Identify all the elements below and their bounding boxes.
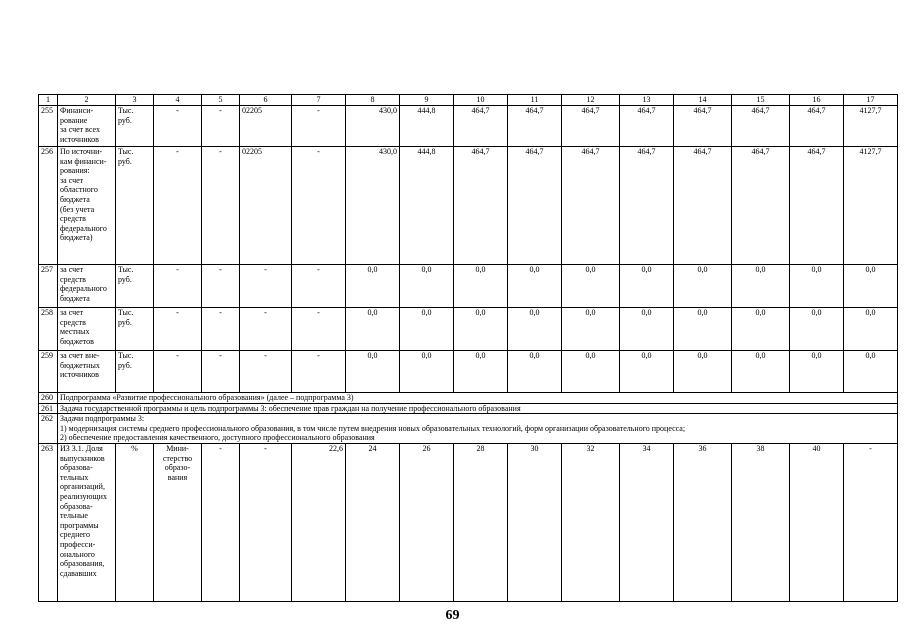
table-cell: 464,7: [508, 106, 562, 147]
header-cell: 9: [400, 95, 454, 106]
table-cell: 0,0: [790, 308, 844, 351]
table-cell: 4127,7: [844, 106, 898, 147]
responsible-body: Мини- стерство образо- вания: [154, 443, 202, 601]
table-cell: -: [202, 308, 240, 351]
row-number: 259: [39, 351, 58, 393]
header-cell: 17: [844, 95, 898, 106]
table-cell: 464,7: [454, 106, 508, 147]
table-cell: 26: [400, 443, 454, 601]
table-cell: -: [154, 147, 202, 265]
table-cell: 464,7: [674, 147, 732, 265]
table-cell: 0,0: [508, 265, 562, 308]
program-table: [38, 94, 898, 602]
table-cell: 0,0: [346, 265, 400, 308]
row-number: 257: [39, 265, 58, 308]
header-cell: 10: [454, 95, 508, 106]
table-cell: 0,0: [346, 308, 400, 351]
table-cell: 0,0: [620, 308, 674, 351]
indicator-name: ИЗ 3.1. Доля выпускников образова- тельных организаций, реализующих образова- тельные программы среднего професси- онального образования, сдававших: [58, 443, 116, 601]
indicator-name: Финанси- рование за счет всех источников: [58, 106, 116, 147]
program-task: Задача государственной программы и цель подпрограммы 3: обеспечение прав граждан на получение профессионального образования: [58, 403, 898, 414]
table-cell: 0,0: [346, 351, 400, 393]
indicator-name: за счет средств федерального бюджета: [58, 265, 116, 308]
table-cell: 0,0: [732, 308, 790, 351]
unit-cell: %: [116, 443, 154, 601]
table-cell: 464,7: [508, 147, 562, 265]
header-cell: 8: [346, 95, 400, 106]
indicator-name: за счет средств местных бюджетов: [58, 308, 116, 351]
table-cell: -: [844, 443, 898, 601]
table-cell: 0,0: [562, 351, 620, 393]
header-cell: 6: [240, 95, 292, 106]
header-cell: 7: [292, 95, 346, 106]
table-cell: -: [202, 265, 240, 308]
table-cell: 40: [790, 443, 844, 601]
table-cell: 464,7: [454, 147, 508, 265]
table-cell: -: [202, 106, 240, 147]
unit-cell: Тыс. руб.: [116, 308, 154, 351]
section-row: [39, 414, 898, 444]
table-cell: -: [292, 147, 346, 265]
table-cell: -: [154, 106, 202, 147]
table-cell: -: [292, 308, 346, 351]
header-cell: 5: [202, 95, 240, 106]
table-cell: 464,7: [790, 106, 844, 147]
table-cell: 22,6: [292, 443, 346, 601]
table-cell: -: [240, 265, 292, 308]
table-row: [39, 443, 898, 601]
table-cell: -: [202, 443, 240, 601]
unit-cell: Тыс. руб.: [116, 265, 154, 308]
table-cell: 0,0: [674, 351, 732, 393]
page-number: 69: [445, 608, 460, 623]
table-row: [39, 106, 898, 147]
indicator-name: По источни- кам финанси- рования: за счет областного бюджета (без учета средств федерального бюджета): [58, 147, 116, 265]
table-cell: 0,0: [400, 351, 454, 393]
table-cell: 0,0: [620, 351, 674, 393]
table-cell: 0,0: [844, 351, 898, 393]
table-cell: 0,0: [732, 351, 790, 393]
table-cell: -: [240, 443, 292, 601]
table-cell: 0,0: [454, 308, 508, 351]
table-cell: -: [240, 308, 292, 351]
table-cell: 28: [454, 443, 508, 601]
table-row: [39, 308, 898, 351]
table-cell: -: [202, 351, 240, 393]
header-cell: 12: [562, 95, 620, 106]
table-cell: 4127,7: [844, 147, 898, 265]
table-cell: 24: [346, 443, 400, 601]
table-cell: 0,0: [732, 265, 790, 308]
table-cell: -: [240, 351, 292, 393]
table-row: [39, 351, 898, 393]
table-cell: 02205: [240, 147, 292, 265]
table-cell: 36: [674, 443, 732, 601]
table-cell: 0,0: [508, 308, 562, 351]
table-cell: 02205: [240, 106, 292, 147]
row-number: 262: [39, 414, 58, 444]
subprogram-title: Подпрограмма «Развитие профессионального образования» (далее – подпрограмма 3): [58, 393, 898, 404]
table-cell: -: [292, 351, 346, 393]
header-cell: 15: [732, 95, 790, 106]
indicator-name: за счет вне- бюджетных источников: [58, 351, 116, 393]
table-cell: 0,0: [790, 265, 844, 308]
section-row: [39, 393, 898, 404]
table-cell: -: [292, 265, 346, 308]
table-cell: 464,7: [620, 106, 674, 147]
row-number: 260: [39, 393, 58, 404]
table-cell: 0,0: [620, 265, 674, 308]
header-cell: 14: [674, 95, 732, 106]
row-number: 255: [39, 106, 58, 147]
table-cell: 0,0: [844, 265, 898, 308]
table-cell: 0,0: [454, 265, 508, 308]
table-cell: 430,0: [346, 147, 400, 265]
table-cell: 464,7: [674, 106, 732, 147]
header-cell: 11: [508, 95, 562, 106]
table-cell: 464,7: [620, 147, 674, 265]
header-cell: 4: [154, 95, 202, 106]
table-cell: -: [154, 265, 202, 308]
header-cell: 1: [39, 95, 58, 106]
unit-cell: Тыс. руб.: [116, 147, 154, 265]
table-cell: 30: [508, 443, 562, 601]
table-cell: 0,0: [400, 265, 454, 308]
table-cell: 34: [620, 443, 674, 601]
table-cell: 0,0: [508, 351, 562, 393]
table-cell: 32: [562, 443, 620, 601]
table-row: [39, 147, 898, 265]
table-cell: 430,0: [346, 106, 400, 147]
table-cell: 464,7: [562, 147, 620, 265]
table-cell: 38: [732, 443, 790, 601]
row-number: 261: [39, 403, 58, 414]
table-cell: 444,8: [400, 147, 454, 265]
subprogram-tasks: Задачи подпрограммы 3: 1) модернизация системы среднего профессионального образования, в том числе путем внедрения новых образовательных технологий, форм организации образовательного процесса; 2) обеспечение предоставления качественного, доступного профессионального образования: [58, 414, 898, 444]
table-cell: 0,0: [454, 351, 508, 393]
table-cell: 0,0: [844, 308, 898, 351]
table-cell: 0,0: [562, 308, 620, 351]
table-cell: 0,0: [790, 351, 844, 393]
table-cell: 464,7: [732, 106, 790, 147]
header-cell: 16: [790, 95, 844, 106]
row-number: 258: [39, 308, 58, 351]
header-cell: 3: [116, 95, 154, 106]
column-number-row: [39, 95, 898, 106]
table-cell: 444,8: [400, 106, 454, 147]
table-cell: 0,0: [562, 265, 620, 308]
table-cell: 0,0: [400, 308, 454, 351]
table-cell: -: [154, 308, 202, 351]
table-cell: 0,0: [674, 265, 732, 308]
table-row: [39, 265, 898, 308]
unit-cell: Тыс. руб.: [116, 351, 154, 393]
section-row: [39, 403, 898, 414]
row-number: 256: [39, 147, 58, 265]
table-cell: -: [202, 147, 240, 265]
table-cell: 464,7: [562, 106, 620, 147]
table-cell: 0,0: [674, 308, 732, 351]
table-cell: 464,7: [790, 147, 844, 265]
header-cell: 2: [58, 95, 116, 106]
table-cell: -: [154, 351, 202, 393]
header-cell: 13: [620, 95, 674, 106]
table-cell: 464,7: [732, 147, 790, 265]
table-cell: -: [292, 106, 346, 147]
unit-cell: Тыс. руб.: [116, 106, 154, 147]
row-number: 263: [39, 443, 58, 601]
